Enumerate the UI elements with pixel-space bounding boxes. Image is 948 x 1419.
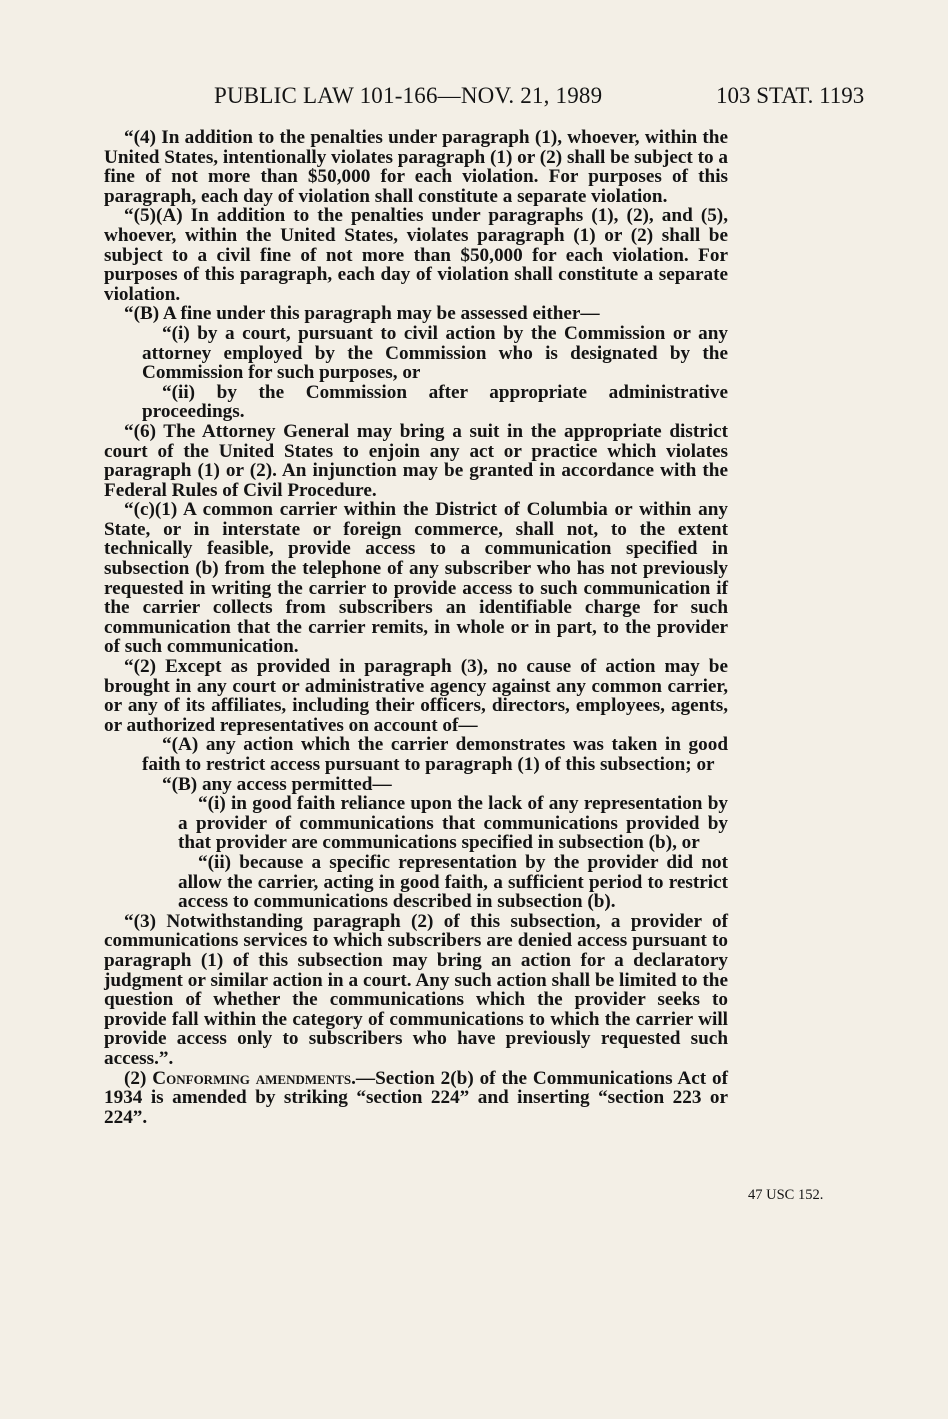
- paragraph-5b-i: “(i) by a court, pursuant to civil action by the Commission or any attorney employed by the Commission who is designated by the Commission for such purposes, or: [142, 322, 728, 384]
- paragraph-c1: “(c)(1) A common carrier within the District of Columbia or within any State, or in interstate or foreign commerce, shall not, to the extent technically feasible, provide access to a communication specified in subsection (b) from the telephone of any subscriber who has not previously requested in writing the carrier to provide access to such communication if the carrier collects from subscribers an identifiable charge for such communication that the carrier remits, in whole or in part, to the provider of such communication.: [104, 499, 728, 658]
- conforming-heading: Conforming amendments: [152, 1067, 352, 1089]
- running-header-title: PUBLIC LAW 101-166—NOV. 21, 1989: [214, 83, 603, 108]
- paragraph-5a: “(5)(A) In addition to the penalties under paragraphs (1), (2), and (5), whoever, within the United States, violates paragraph (1) or (2) shall be subject to a civil fine of not more than $50,000 for each violation. For purposes of this paragraph, each day of violation shall constitute a separate violation.: [104, 205, 728, 305]
- paragraph-c2-b: “(B) any access permitted—: [162, 773, 392, 795]
- paragraph-4: “(4) In addition to the penalties under paragraph (1), whoever, within the United States, intentionally violates paragraph (1) or (2) shall be subject to a fine of not more than $50,000 for each violation. For purposes of this paragraph, each day of violation shall constitute a separate violation.: [104, 127, 728, 207]
- stat-page-number: 103 STAT. 1193: [716, 83, 865, 108]
- paragraph-c3: “(3) Notwithstanding paragraph (2) of this subsection, a provider of communications services to which subscribers are denied access pursuant to paragraph (1) of this subsection may bring an action for a declaratory judgment or similar action in a court. Any such action shall be limited to the question of whether the communications which the provider seeks to provide fall within the category of communications to which the carrier will provide access only to subscribers who have previously requested such access.”.: [104, 910, 728, 1069]
- margin-citation: 47 USC 152.: [748, 1187, 824, 1203]
- paragraph-6: “(6) The Attorney General may bring a suit in the appropriate district court of the United States to enjoin any act or practice which violates paragraph (1) or (2). An injunction may be granted in accordance with the Federal Rules of Civil Procedure.: [104, 420, 728, 501]
- paragraph-c2-b-ii: “(ii) because a specific representation by the provider did not allow the carrier, acting in good faith, a sufficient period to restrict access to communications described in subsection (b).: [178, 851, 728, 913]
- paragraph-c2-a: “(A) any action which the carrier demonstrates was taken in good faith to restrict access pursuant to paragraph (1) of this subsection; or: [142, 734, 728, 775]
- body-text: [104, 128, 728, 1127]
- conforming-amendments-paragraph: [104, 1069, 728, 1128]
- paragraph-c2-b-i: “(i) in good faith reliance upon the lack of any representation by a provider of communications that communications provided by that provider are communications specified in subsection (b), or: [178, 793, 728, 854]
- conforming-text: .—Section 2(b) of the Communications Act of 1934 is amended by striking “section 224” and inserting “section 223 or 224”.: [104, 1067, 729, 1128]
- paragraph-5b: “(B) A fine under this paragraph may be assessed either—: [124, 303, 600, 325]
- conforming-number: (2): [124, 1067, 147, 1089]
- paragraph-c2: “(2) Except as provided in paragraph (3), no cause of action may be brought in any court or administrative agency against any common carrier, or any of its affiliates, including their officers, directors, employees, agents, or authorized representatives on account of—: [104, 656, 728, 736]
- paragraph-5b-ii: “(ii) by the Commission after appropriate administrative proceedings.: [142, 381, 728, 423]
